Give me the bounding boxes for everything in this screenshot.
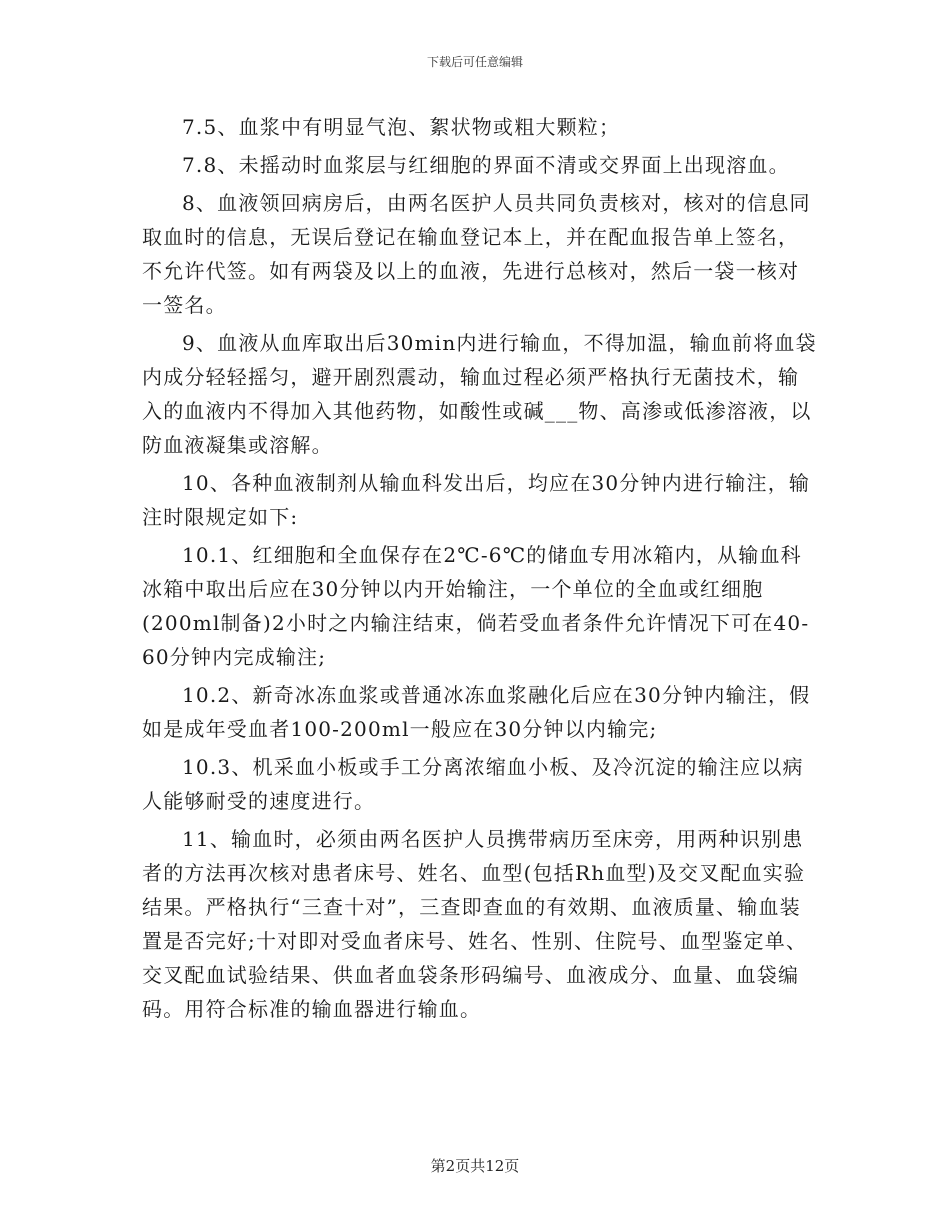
page-number: 第2页共12页 xyxy=(430,1157,520,1175)
paragraph-10-3: 10.3、机采血小板或手工分离浓缩血小板、及冷沉淀的输注应以病人能够耐受的速度进行。 xyxy=(142,755,804,813)
document-body xyxy=(142,110,818,1030)
page-header-note: 下载后可任意编辑 xyxy=(426,55,523,69)
paragraph-10-1: 10.1、红细胞和全血保存在2℃-6℃的储血专用冰箱内，从输血科冰箱中取出后应在30分钟以内开始输注，一个单位的全血或红细胞(200ml制备)2小时之内输注结束，倘若受血者条件允许情况下可在40-60分钟内完成输注; xyxy=(142,543,810,669)
paragraph-11: 11、输血时，必须由两名医护人员携带病历至床旁，用两种识别患者的方法再次核对患者床号、姓名、血型(包括Rh血型)及交叉配血实验结果。严格执行“三查十对”，三查即查血的有效期、血液质量、输血装置是否完好;十对即对受血者床号、姓名、性别、住院号、血型鉴定单、交叉配血试验结果、供血者血袋条形码编号、血液成分、血量、血袋编码。用符合标准的输血器进行输血。 xyxy=(142,827,808,1021)
paragraph-8: 8、血液领回病房后，由两名医护人员共同负责核对，核对的信息同取血时的信息，无误后登记在输血登记本上，并在配血报告单上签名，不允许代签。如有两袋及以上的血液，先进行总核对，然后一袋一核对一签名。 xyxy=(142,191,811,317)
paragraph-10-2: 10.2、新奇冰冻血浆或普通冰冻血浆融化后应在30分钟内输注，假如是成年受血者100-200ml一般应在30分钟以内输完; xyxy=(142,683,811,741)
paragraph-9: 9、血液从血库取出后30min内进行输血，不得加温，输血前将血袋内成分轻轻摇匀，避开剧烈震动，输血过程必须严格执行无菌技术，输入的血液内不得加入其他药物，如酸性或碱___物、高渗或低渗溶液，以防血液凝集或溶解。 xyxy=(142,331,817,457)
paragraph-7-8: 7.8、未摇动时血浆层与红细胞的界面不清或交界面上出现溶血。 xyxy=(182,153,790,177)
paragraph-10: 10、各种血液制剂从输血科发出后，均应在30分钟内进行输注，输注时限规定如下: xyxy=(142,471,811,529)
paragraph-7-5: 7.5、血浆中有明显气泡、絮状物或粗大颗粒； xyxy=(182,115,621,139)
